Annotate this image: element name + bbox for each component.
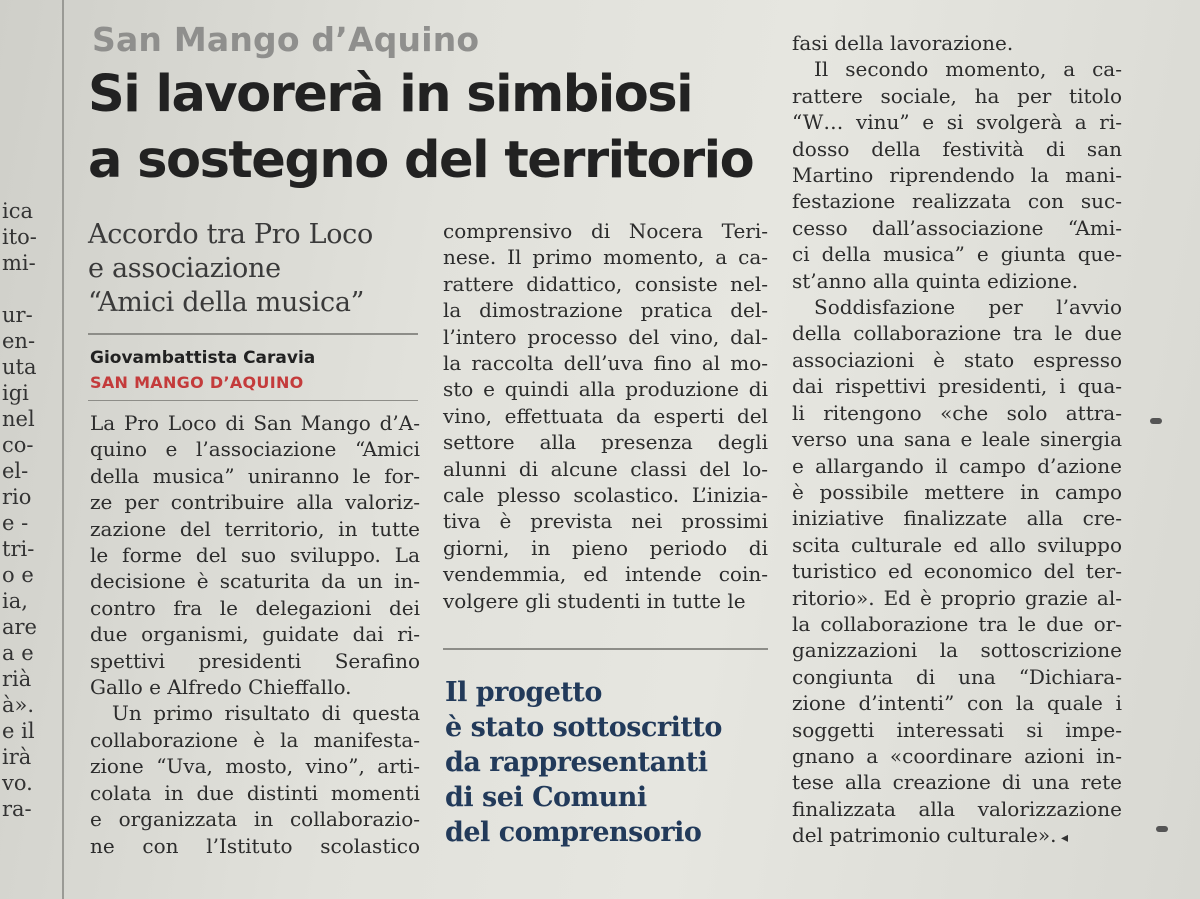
byline-dateline: SAN MANGO D’AQUINO <box>90 373 304 392</box>
pull-quote-line: del comprensorio <box>445 817 702 848</box>
subhead-line: “Amici della musica” <box>88 287 365 318</box>
byline-rule <box>88 400 418 401</box>
fragment-line: nel <box>2 407 35 431</box>
subhead-line: Accordo tra Pro Loco <box>88 219 373 250</box>
fragment-line: tri- <box>2 537 35 561</box>
body-line: “W… vinu” e si svolgerà a ri- <box>792 110 1122 135</box>
fragment-line: a e <box>2 641 34 665</box>
byline-author: Giovambattista Caravia <box>90 348 316 368</box>
body-line: verso una sana e leale sinergia <box>792 427 1122 452</box>
body-line: ne con l’Istituto scolastico <box>90 833 420 858</box>
body-line: sto e quindi alla produzione di <box>443 377 768 402</box>
fragment-line: en- <box>2 329 36 353</box>
body-line: associazioni è stato espresso <box>792 347 1122 372</box>
body-line: ci della musica” e giunta que- <box>792 242 1122 267</box>
body-line: fasi della lavorazione. <box>792 31 1014 55</box>
body-line: ze per contribuire alla valoriz- <box>90 490 420 515</box>
body-line: finalizzata alla valorizzazione <box>792 796 1122 821</box>
fragment-line: o e <box>2 563 34 587</box>
body-line: gnano a «coordinare azioni in- <box>792 743 1122 768</box>
headline-line: Si lavorerà in simbiosi <box>88 65 693 124</box>
body-line: zazione del territorio, in tutte <box>90 516 420 541</box>
body-line: della musica” uniranno le for- <box>90 463 420 488</box>
fragment-line: el- <box>2 459 29 483</box>
body-line: l’intero processo del vino, dal- <box>443 324 768 349</box>
pullquote-rule <box>443 648 768 650</box>
body-line: cale plesso scolastico. L’inizia- <box>443 483 768 508</box>
body-line: vino, effettuata da esperti del <box>443 403 768 428</box>
body-line: la collaborazione tra le due or- <box>792 611 1122 636</box>
body-line: Martino riprendendo la mani- <box>792 163 1122 188</box>
fragment-line: rià <box>2 667 32 691</box>
fragment-line: mi- <box>2 251 36 275</box>
previous-article-fragment <box>0 0 62 899</box>
body-line: colata in due distinti momenti <box>90 780 420 805</box>
body-line: rattere didattico, consiste nel- <box>443 271 768 296</box>
body-line: dai rispettivi presidenti, i qua- <box>792 374 1122 399</box>
body-line: nese. Il primo momento, a ca- <box>443 245 768 270</box>
body-line: decisione è scaturita da un in- <box>90 569 420 594</box>
body-column-2 <box>443 218 768 614</box>
column-divider <box>62 0 64 899</box>
body-line: la raccolta dell’uva fino al mo- <box>443 351 768 376</box>
body-line: congiunta di una “Dichiara- <box>792 664 1122 689</box>
pull-quote-line: di sei Comuni <box>445 782 647 813</box>
subhead-rule <box>88 333 418 335</box>
body-line: Soddisfazione per l’avvio <box>814 295 1122 320</box>
body-column-1 <box>90 410 420 859</box>
body-line: giorni, in pieno periodo di <box>443 535 768 560</box>
end-of-article-mark: ◂ <box>1056 830 1068 847</box>
body-line: tiva è prevista nei prossimi <box>443 509 768 534</box>
body-line: collaborazione è la manifesta- <box>90 727 420 752</box>
body-column-3 <box>792 30 1122 852</box>
body-line: e organizzata in collaborazio- <box>90 807 420 832</box>
fragment-line: rio <box>2 485 32 509</box>
fragment-line: ica <box>2 199 33 223</box>
pull-quote-line: da rappresentanti <box>445 747 708 778</box>
article-headline <box>88 62 753 194</box>
body-line: festazione realizzata con suc- <box>792 189 1122 214</box>
fragment-line: ur- <box>2 303 33 327</box>
fragment-line: vo. <box>2 771 33 795</box>
headline-line: a sostegno del territorio <box>88 131 754 190</box>
paper-speck <box>1156 826 1168 832</box>
fragment-line: uta <box>2 355 37 379</box>
body-line: contro fra le delegazioni dei <box>90 595 420 620</box>
body-line: è possibile mettere in campo <box>792 479 1122 504</box>
fragment-line: e - <box>2 511 29 535</box>
body-line: iniziative finalizzate alla cre- <box>792 506 1122 531</box>
body-line: scita culturale ed allo sviluppo <box>792 532 1122 557</box>
article-subhead <box>88 218 418 320</box>
body-line: turistico ed economico del ter- <box>792 559 1122 584</box>
body-line: soggetti interessati si impe- <box>792 717 1122 742</box>
body-line: la dimostrazione pratica del- <box>443 298 768 323</box>
body-line: Il secondo momento, a ca- <box>814 57 1122 82</box>
fragment-line: ito- <box>2 225 37 249</box>
body-line: dosso della festività di san <box>792 136 1122 161</box>
body-line: zione d’intenti” con la quale i <box>792 691 1122 716</box>
body-line: e allargando il campo d’azione <box>792 453 1122 478</box>
body-line: spettivi presidenti Serafino <box>90 648 420 673</box>
article-kicker: San Mango d’Aquino <box>92 20 480 59</box>
fragment-line: igi <box>2 381 29 405</box>
body-line: ganizzazioni la sottoscrizione <box>792 638 1122 663</box>
fragment-line: e il <box>2 719 35 743</box>
fragment-line: ra- <box>2 797 32 821</box>
body-line: settore alla presenza degli <box>443 430 768 455</box>
body-line: le forme del suo sviluppo. La <box>90 543 420 568</box>
pull-quote-line: è stato sottoscritto <box>445 712 722 743</box>
fragment-line: à». <box>2 693 35 717</box>
body-line: volgere gli studenti in tutte le <box>443 588 746 613</box>
fragment-line: irà <box>2 745 32 769</box>
body-line: rattere sociale, ha per titolo <box>792 83 1122 108</box>
body-line: Gallo e Alfredo Chieffallo. <box>90 675 352 700</box>
pull-quote <box>445 675 765 850</box>
body-line: tese alla creazione di una rete <box>792 770 1122 795</box>
body-line: li ritengono «che solo attra- <box>792 400 1122 425</box>
body-line: ritorio». Ed è proprio grazie al- <box>792 585 1122 610</box>
subhead-line: e associazione <box>88 253 281 284</box>
paper-speck <box>1150 418 1162 424</box>
fragment-line: ia, <box>2 589 28 613</box>
body-line: zione “Uva, mosto, vino”, arti- <box>90 754 420 779</box>
body-line: Un primo risultato di questa <box>112 701 420 726</box>
body-line: della collaborazione tra le due <box>792 321 1122 346</box>
body-line: st’anno alla quinta edizione. <box>792 268 1079 293</box>
pull-quote-line: Il progetto <box>445 677 602 708</box>
body-line: vendemmia, ed intende coin- <box>443 562 768 587</box>
body-line: due organismi, guidate dai ri- <box>90 622 420 647</box>
body-line: del patrimonio culturale». <box>792 823 1057 848</box>
body-line: comprensivo di Nocera Teri- <box>443 219 768 243</box>
body-line: cesso dall’associazione “Ami- <box>792 215 1122 240</box>
fragment-line: are <box>2 615 37 639</box>
body-line: quino e l’associazione “Amici <box>90 437 420 462</box>
fragment-line: co- <box>2 433 34 457</box>
body-line: alunni di alcune classi del lo- <box>443 456 768 481</box>
body-line: La Pro Loco di San Mango d’A- <box>90 411 420 435</box>
